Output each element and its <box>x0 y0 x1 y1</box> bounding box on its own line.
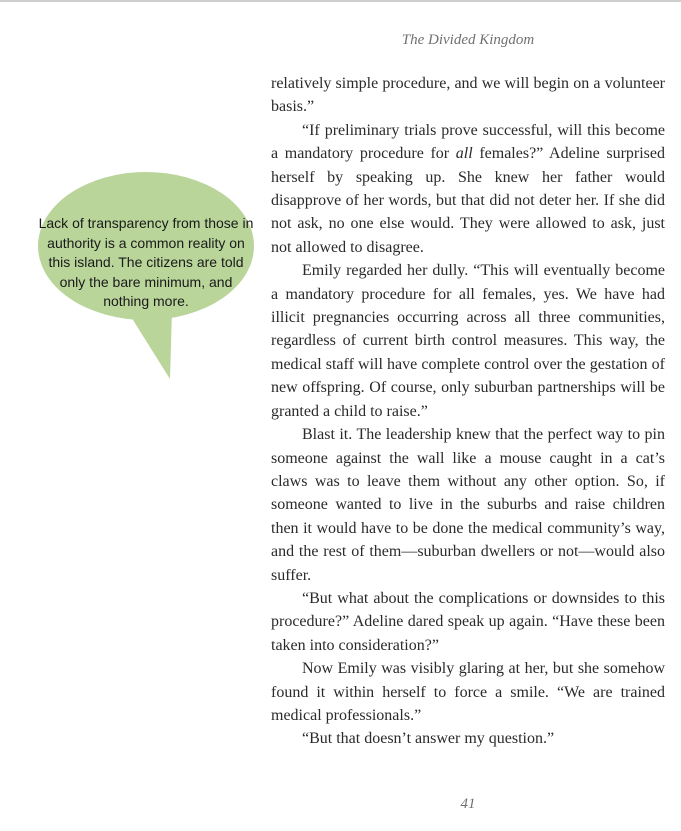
paragraph-text: Blast it. The leadership knew that the perfect way to pin someone against the wall like a mouse caught in a cat’s claws was to leave them without any other option. So, if someone wanted to live in the suburbs and raise children then it would have to be done the medical community’s way, and the rest of them—suburban dwellers or not—would also suffer. <box>271 426 665 584</box>
running-header: The Divided Kingdom <box>401 32 535 48</box>
paragraph-text: females?” Adeline surprised herself by speaking up. She knew her father would disapprove of her words, but that did not deter her. If she did not ask, no one else would. They were allowed to ask, just not allowed to disagree. <box>271 145 665 256</box>
paragraph <box>271 587 665 657</box>
book-body-text <box>271 72 665 751</box>
top-border <box>0 0 681 2</box>
paragraph-text: relatively simple procedure, and we will begin on a volunteer basis.” <box>271 75 665 116</box>
paragraph <box>271 259 665 423</box>
paragraph-text: “If preliminary trials prove successful, will this become a mandatory procedure for <box>271 121 665 163</box>
paragraph-text: Now Emily was visibly glaring at her, but she somehow found it within herself to force a smile. “We are trained medical professionals.” <box>271 660 665 724</box>
paragraph <box>271 72 665 119</box>
paragraph <box>271 423 665 587</box>
callout-text: Lack of transparency from those in authority is a common reality on this island. The citizens are told only the bare minimum, and nothing more. <box>38 215 254 309</box>
speech-bubble-callout <box>0 172 265 384</box>
page-number: 41 <box>460 796 476 812</box>
emphasized-word: all <box>455 145 473 163</box>
paragraph <box>271 657 665 727</box>
paragraph-text: “But that doesn’t answer my question.” <box>302 730 555 748</box>
paragraph-text: Emily regarded her dully. “This will eventually become a mandatory procedure for all females, yes. We have had illicit pregnancies occurring across all three communities, regardless of current birth control measures. This way, the medical staff will have complete control over the gestation of new offspring. Of course, only suburban partnerships will be granted a child to raise.” <box>271 262 665 420</box>
paragraph-text: “But what about the complications or downsides to this procedure?” Adeline dared speak up again. “Have these been taken into consideration?” <box>271 589 665 654</box>
paragraph <box>271 119 665 259</box>
paragraph <box>271 727 665 750</box>
